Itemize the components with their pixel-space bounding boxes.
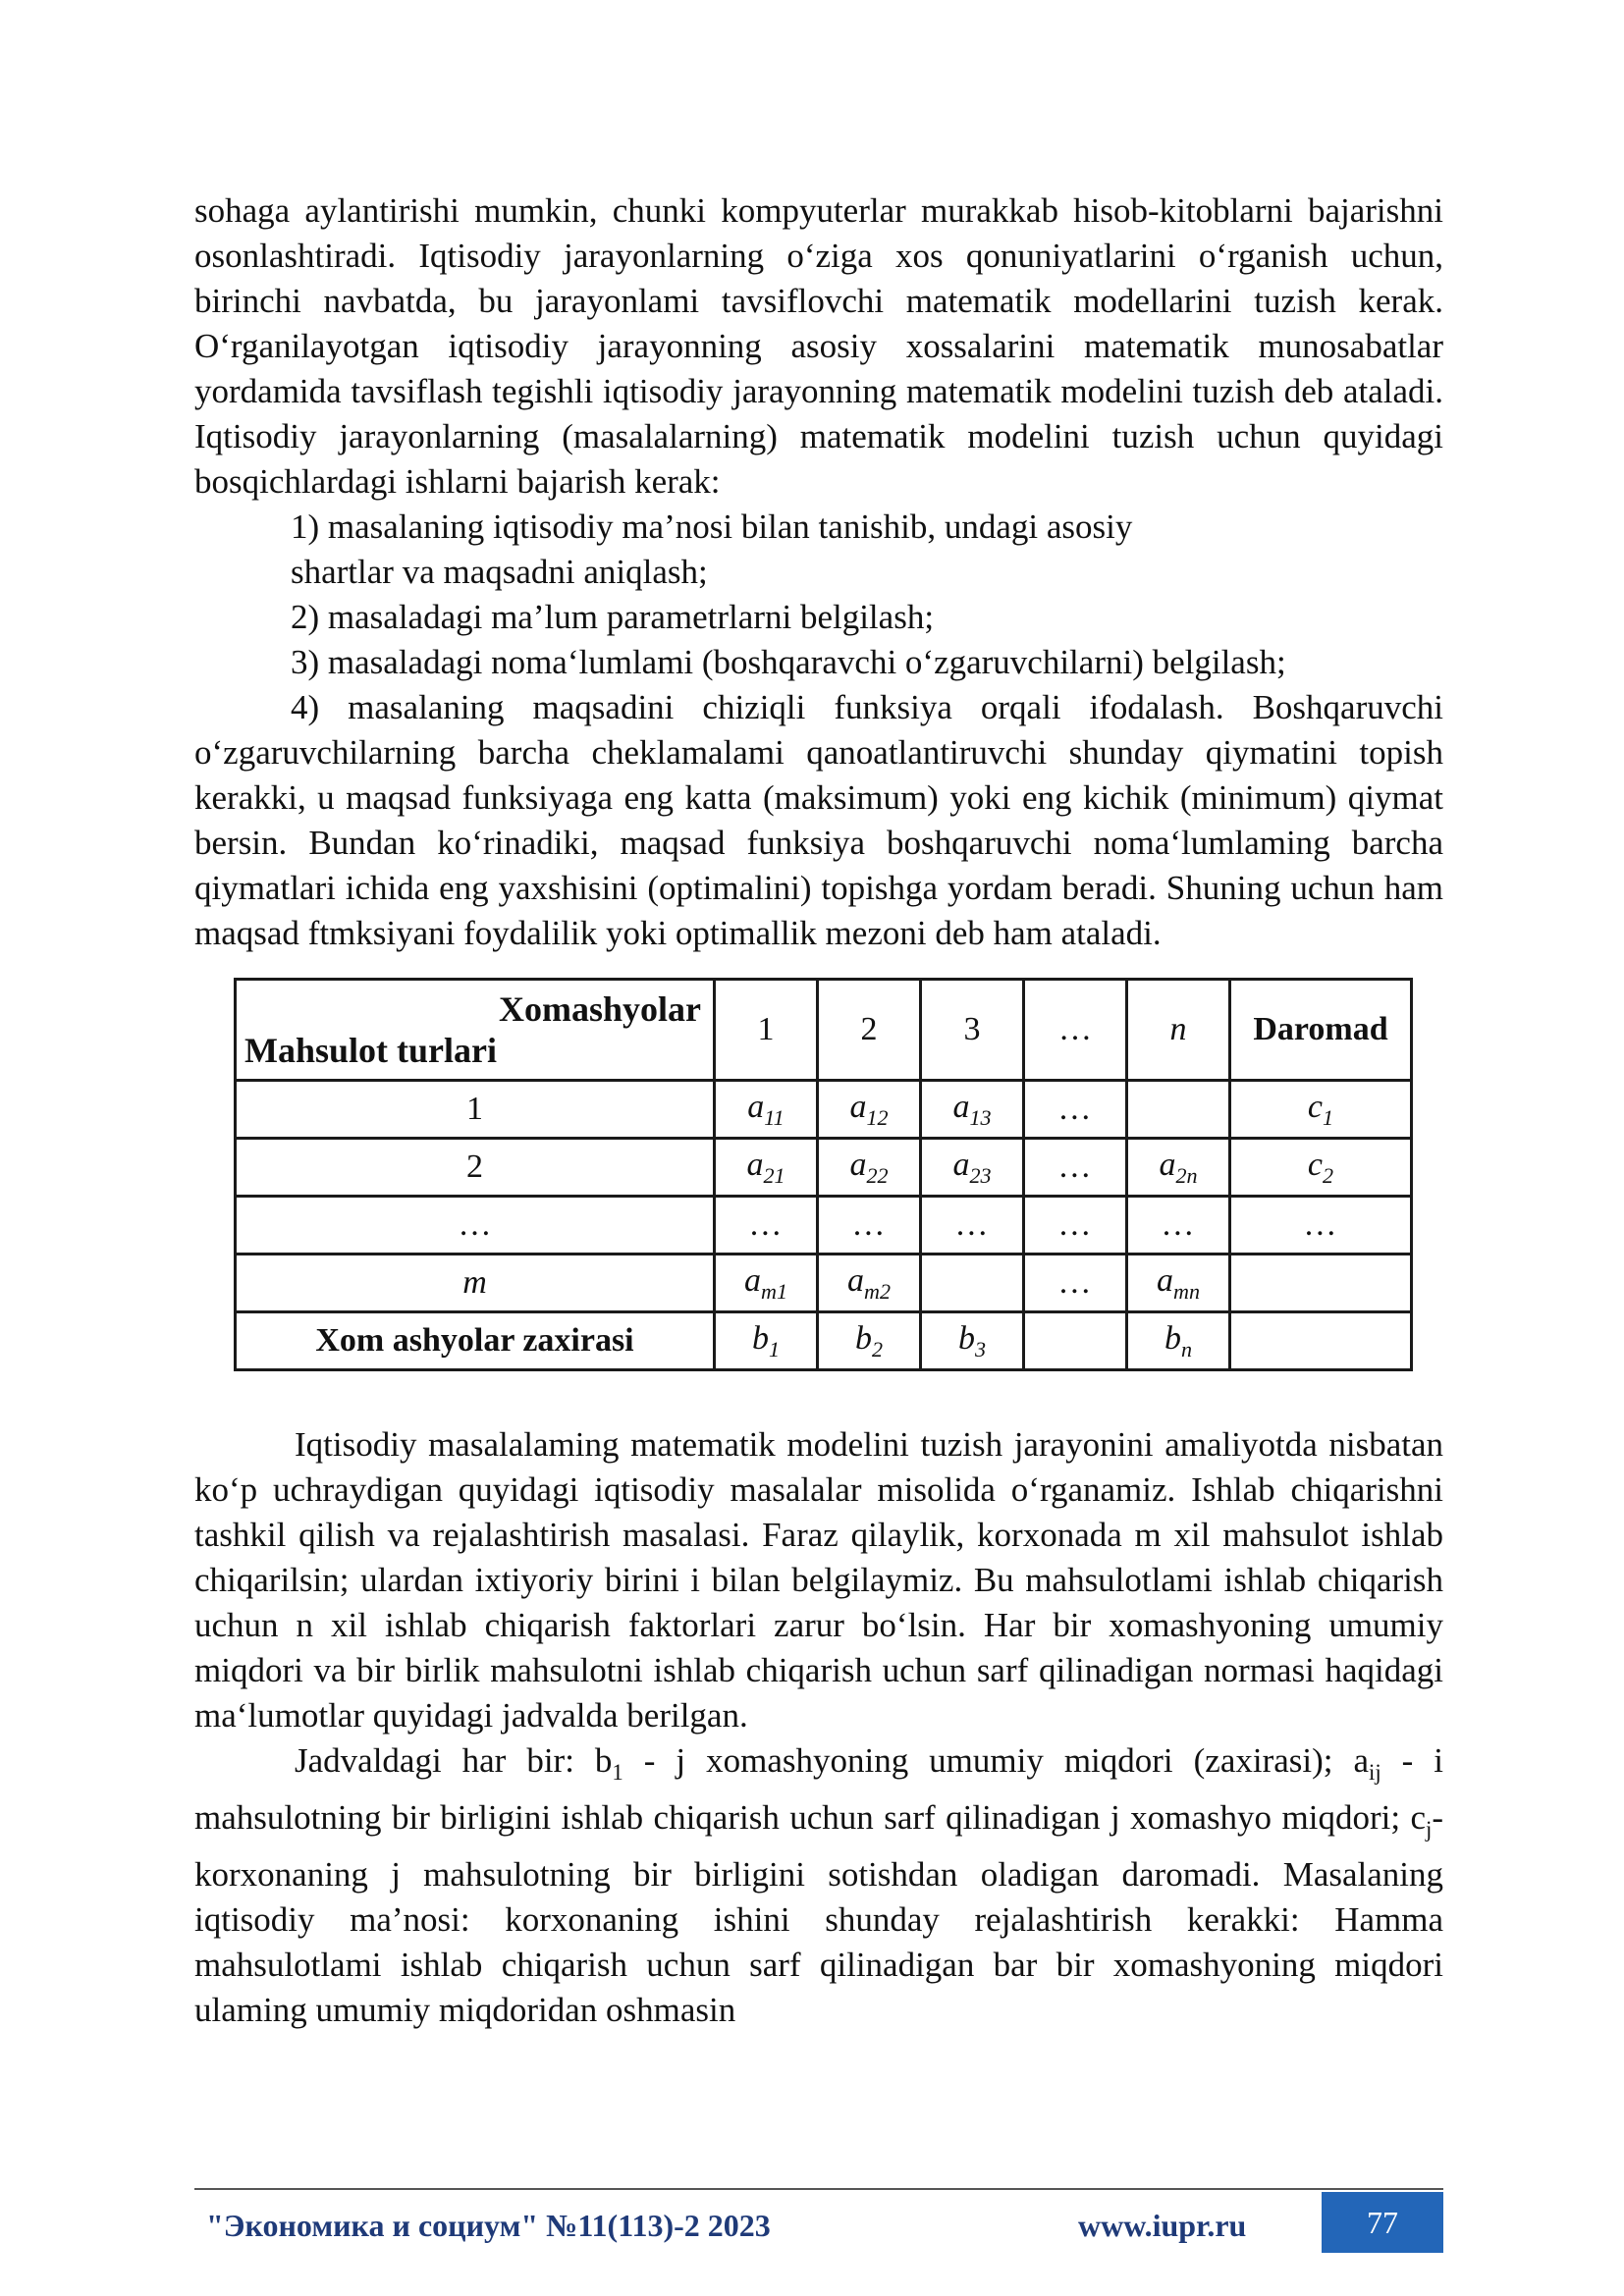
cell-symbol: a bbox=[952, 1088, 970, 1125]
cell-symbol: a bbox=[747, 1088, 765, 1125]
page-content bbox=[194, 188, 1443, 2033]
column-header: 3 bbox=[921, 980, 1024, 1081]
list-item-3: 3) masaladagi noma‘lumlami (boshqaravchi o‘zgaruvchilarni) belgilash; bbox=[291, 643, 1286, 681]
text-segment: - i mahsulotning bir birligini ishlab chiqarish uchun sarf qilinadigan j xomashyo miqdori; c bbox=[194, 1741, 1443, 1837]
cell-symbol: a bbox=[952, 1146, 970, 1183]
table-cell bbox=[1230, 1312, 1412, 1370]
cell-subscript: n bbox=[1180, 1336, 1193, 1362]
table-cell bbox=[818, 1197, 921, 1255]
table-row bbox=[236, 1255, 1412, 1312]
list-item-1b: shartlar va maqsadni aniqlash; bbox=[291, 553, 708, 591]
cell-subscript: 1 bbox=[768, 1336, 781, 1362]
subscript: 1 bbox=[612, 1760, 623, 1785]
resource-reserve-label: Xom ashyolar zaxirasi bbox=[236, 1312, 715, 1370]
cell-symbol: … bbox=[1163, 1206, 1194, 1243]
table-cell bbox=[715, 1139, 818, 1197]
paragraph-definitions bbox=[194, 1738, 1443, 2033]
table-cell bbox=[1230, 1197, 1412, 1255]
table-row bbox=[236, 1139, 1412, 1197]
table-cell bbox=[1127, 1255, 1230, 1312]
cell-subscript: 2 bbox=[871, 1336, 884, 1362]
cell-symbol: … bbox=[956, 1206, 988, 1243]
column-header: 2 bbox=[818, 980, 921, 1081]
cell-subscript: 3 bbox=[974, 1336, 987, 1362]
data-table-wrapper bbox=[234, 978, 1410, 1371]
cell-symbol: c bbox=[1307, 1088, 1324, 1125]
table-row bbox=[236, 1197, 1412, 1255]
row-label: 2 bbox=[236, 1139, 715, 1197]
cell-subscript: 13 bbox=[969, 1104, 992, 1130]
text-segment: Jadvaldagi har bir: b bbox=[295, 1741, 613, 1780]
column-header: … bbox=[1024, 980, 1127, 1081]
page-number: 77 bbox=[1322, 2192, 1443, 2253]
table-cell bbox=[1024, 1255, 1127, 1312]
table-cell bbox=[921, 1255, 1024, 1312]
cell-symbol: b bbox=[751, 1319, 769, 1357]
page-footer bbox=[194, 2188, 1443, 2257]
list-item-4: 4) masalaning maqsadini chiziqli funksiya orqali ifodalash. Boshqaruvchi o‘zgaruvchilarning barcha cheklamalami qanoatlantiruvchi shunday qiymatini topish kerakki, u maqsad funksiyaga eng katta (maksimum) yoki eng kichik (minimum) qiymat bersin. Bundan ko‘rinadiki, maqsad funksiya boshqaruvchi noma‘lumlaming barcha qiymatlari ichida eng yaxshisini (optimalini) topishga yordam beradi. Shuning uchun ham maqsad ftmksiyani foydalilik yoki optimallik mezoni deb ham ataladi. bbox=[194, 688, 1443, 952]
table-cell bbox=[715, 1081, 818, 1139]
journal-title: "Экономика и социум" №11(113)-2 2023 bbox=[206, 2208, 771, 2243]
table-cell bbox=[921, 1081, 1024, 1139]
cell-symbol: … bbox=[853, 1206, 885, 1243]
table-cell bbox=[1230, 1081, 1412, 1139]
cell-symbol: a bbox=[846, 1261, 864, 1299]
cell-symbol: … bbox=[1059, 1148, 1091, 1185]
website-link[interactable]: www.iupr.ru bbox=[1078, 2208, 1247, 2243]
table-cell bbox=[1024, 1312, 1127, 1370]
cell-subscript: m1 bbox=[760, 1278, 787, 1304]
cell-symbol: … bbox=[750, 1206, 782, 1243]
table-cell bbox=[921, 1312, 1024, 1370]
subscript: j bbox=[1426, 1817, 1433, 1842]
table-footer-row bbox=[236, 1312, 1412, 1370]
cell-symbol: … bbox=[1059, 1206, 1091, 1243]
table-cell bbox=[1024, 1081, 1127, 1139]
table-cell bbox=[1230, 1255, 1412, 1312]
table-cell bbox=[715, 1255, 818, 1312]
cell-symbol: a bbox=[1159, 1146, 1176, 1183]
table-cell bbox=[921, 1139, 1024, 1197]
table-cell bbox=[818, 1312, 921, 1370]
cell-subscript: 12 bbox=[866, 1104, 889, 1130]
resource-table bbox=[234, 978, 1413, 1371]
table-header-row bbox=[236, 980, 1412, 1081]
cell-symbol: … bbox=[1059, 1091, 1091, 1127]
header-resources: Xomashyolar bbox=[499, 989, 701, 1029]
list-item-1a: 1) masalaning iqtisodiy ma’nosi bilan tanishib, undagi asosiy bbox=[291, 507, 1133, 546]
table-cell bbox=[715, 1312, 818, 1370]
row-label: 1 bbox=[236, 1081, 715, 1139]
column-header-income: Daromad bbox=[1230, 980, 1412, 1081]
text-segment: - j xomashyoning umumiy miqdori (zaxirasi); a bbox=[623, 1741, 1369, 1780]
cell-subscript: 2n bbox=[1175, 1162, 1198, 1188]
table-row bbox=[236, 1081, 1412, 1139]
cell-symbol: a bbox=[849, 1088, 867, 1125]
cell-subscript: 22 bbox=[866, 1162, 889, 1188]
row-label: … bbox=[236, 1197, 715, 1255]
table-cell bbox=[715, 1197, 818, 1255]
list-item-2: 2) masaladagi ma’lum parametrlarni belgilash; bbox=[291, 598, 935, 636]
cell-subscript: mn bbox=[1172, 1278, 1200, 1304]
table-cell bbox=[818, 1255, 921, 1312]
table-cell bbox=[921, 1197, 1024, 1255]
table-cell bbox=[1127, 1081, 1230, 1139]
table-cell bbox=[818, 1139, 921, 1197]
table-cell bbox=[1230, 1139, 1412, 1197]
header-product-types: Mahsulot turlari bbox=[244, 1031, 497, 1070]
cell-subscript: 2 bbox=[1323, 1162, 1334, 1188]
table-cell bbox=[818, 1081, 921, 1139]
cell-symbol: b bbox=[957, 1319, 975, 1357]
column-header: 1 bbox=[715, 980, 818, 1081]
cell-subscript: 21 bbox=[763, 1162, 785, 1188]
table-cell bbox=[1127, 1197, 1230, 1255]
cell-symbol: a bbox=[849, 1146, 867, 1183]
row-label: m bbox=[236, 1255, 715, 1312]
corner-header-cell bbox=[236, 980, 715, 1081]
cell-symbol: a bbox=[1156, 1261, 1173, 1299]
table-cell bbox=[1127, 1312, 1230, 1370]
paragraph-intro: sohaga aylantirishi mumkin, chunki kompyuterlar murakkab hisob-kitoblarni bajarishni osonlashtiradi. Iqtisodiy jarayonlarning o‘ziga xos qonuniyatlarini o‘rganish uchun, birinchi navbatda, bu jarayonlami tavsiflovchi matematik modellarini tuzish kerak. O‘rganilayotgan iqtisodiy jarayonning asosiy xossalarini matematik munosabatlar yordamida tavsiflash tegishli iqtisodiy jarayonning matematik modelini tuzish deb ataladi. Iqtisodiy jarayonlarning (masalalarning) matematik modelini tuzish uchun quyidagi bosqichlardagi ishlarni bajarish kerak: bbox=[194, 191, 1443, 501]
paragraph-model: Iqtisodiy masalalaming matematik modelini tuzish jarayonini amaliyotda nisbatan ko‘p uchraydigan quyidagi iqtisodiy masalalar misolida o‘rganamiz. Ishlab chiqarishni tashkil qilish va rejalashtirish masalasi. Faraz qilaylik, korxonada m xil mahsulot ishlab chiqarilsin; ulardan ixtiyoriy birini i bilan belgilaymiz. Bu mahsulotlami ishlab chiqarish uchun n xil ishlab chiqarish faktorlari zarur bo‘lsin. Har bir xomashyoning umumiy miqdori va bir birlik mahsulotni ishlab chiqarish uchun sarf qilinadigan normasi haqidagi ma‘lumotlar quyidagi jadvalda berilgan. bbox=[194, 1425, 1443, 1735]
subscript: ij bbox=[1369, 1760, 1381, 1785]
text-segment: -korxonaning j mahsulotning bir birligini sotishdan oladigan daromadi. Masalaning iqtisodiy ma’nosi: korxonaning ishini shunday rejalashtirish kerakki: Hamma mahsulotlami ishlab chiqarish uchun sarf qilinadigan bar bir xomashyoning miqdori ulaming umumiy miqdoridan oshmasin bbox=[194, 1798, 1443, 2029]
cell-subscript: 23 bbox=[969, 1162, 992, 1188]
cell-subscript: m2 bbox=[863, 1278, 891, 1304]
cell-subscript: 1 bbox=[1323, 1104, 1334, 1130]
table-cell bbox=[1127, 1139, 1230, 1197]
cell-symbol: b bbox=[854, 1319, 872, 1357]
cell-subscript: 11 bbox=[764, 1104, 785, 1130]
cell-symbol: a bbox=[746, 1146, 764, 1183]
cell-symbol: … bbox=[1305, 1206, 1336, 1243]
cell-symbol: a bbox=[743, 1261, 761, 1299]
cell-symbol: … bbox=[1059, 1264, 1091, 1301]
table-cell bbox=[1024, 1139, 1127, 1197]
footer-divider bbox=[194, 2188, 1443, 2190]
cell-symbol: b bbox=[1164, 1319, 1181, 1357]
cell-symbol: c bbox=[1307, 1146, 1324, 1183]
table-cell bbox=[1024, 1197, 1127, 1255]
column-header: n bbox=[1127, 980, 1230, 1081]
